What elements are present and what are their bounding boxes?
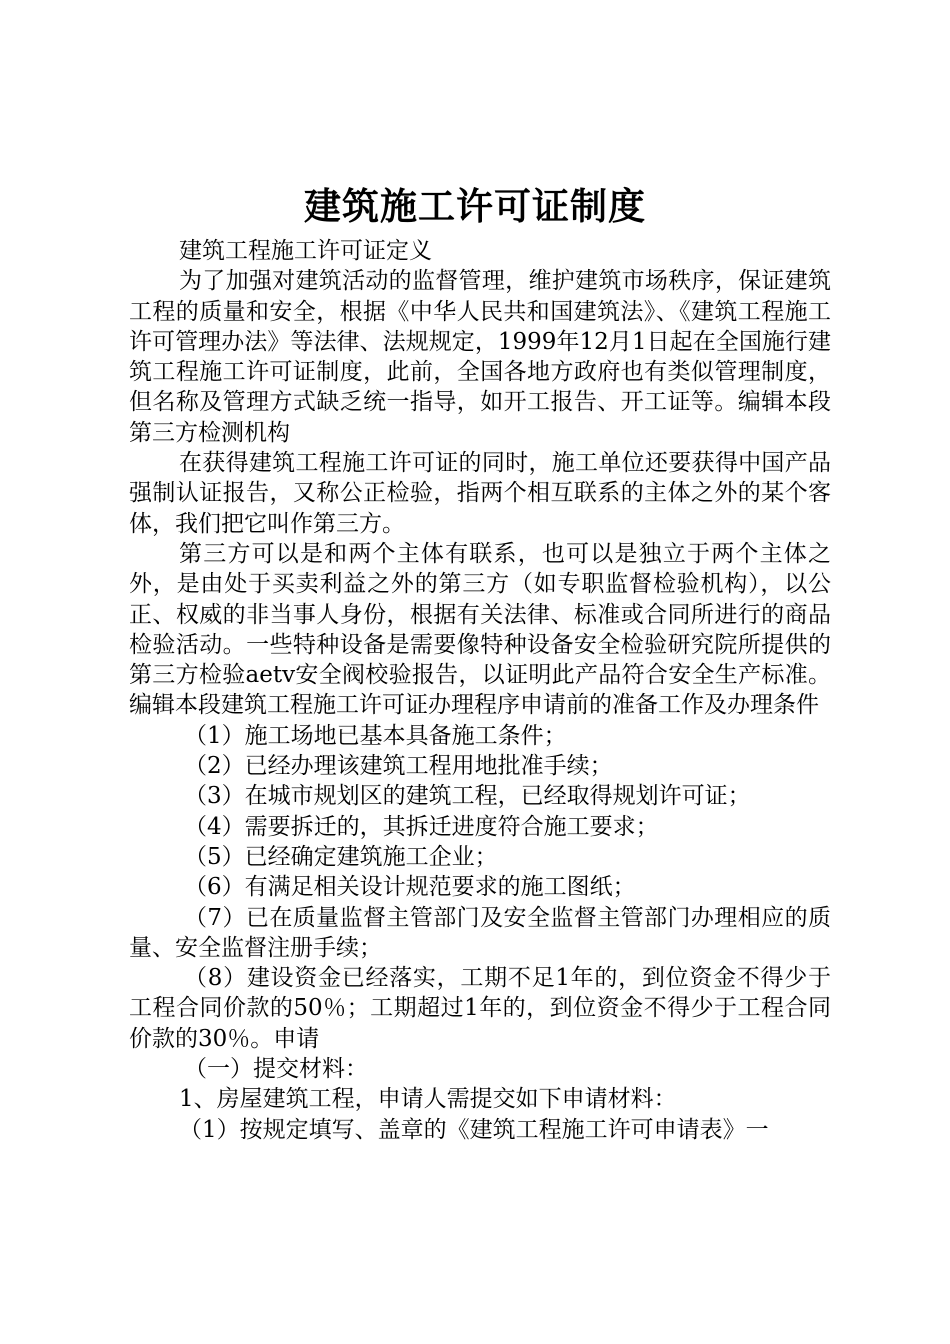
paragraph-intro: 为了加强对建筑活动的监督管理，维护建筑市场秩序，保证建筑工程的质量和安全，根据《中华人民共和国建筑法》、《建筑工程施工许可管理办法》等法律、法规规定，1999年12月1日起在全国施行建筑工程施工许可证制度，此前，全国各地方政府也有类似管理制度，但名称及管理方式缺乏统一指导，如开工报告、开工证等。编辑本段第三方检测机构 bbox=[129, 268, 831, 446]
list-item-condition-8: （8）建设资金已经落实，工期不足1年的，到位资金不得少于工程合同价款的50％；工期超过1年的，到位资金不得少于工程合同价款的30％。申请 bbox=[129, 965, 831, 1052]
list-item-condition-3: （3）在城市规划区的建筑工程，已经取得规划许可证； bbox=[184, 783, 751, 810]
list-item-condition-6: （6）有满足相关设计规范要求的施工图纸； bbox=[184, 874, 636, 901]
document-body bbox=[129, 236, 831, 1145]
paragraph-certification: 在获得建筑工程施工许可证的同时，施工单位还要获得中国产品强制认证报告，又称公正检验，指两个相互联系的主体之外的某个客体，我们把它叫作第三方。 bbox=[129, 450, 831, 537]
paragraph-housing-materials: 1、房屋建筑工程，申请人需提交如下申请材料： bbox=[179, 1086, 677, 1113]
list-item-material-1: （1）按规定填写、盖章的《建筑工程施工许可申请表》一 bbox=[179, 1116, 769, 1143]
list-item-condition-2: （2）已经办理该建筑工程用地批准手续； bbox=[184, 753, 613, 780]
list-item-condition-4: （4）需要拆迁的，其拆迁进度符合施工要求； bbox=[184, 813, 659, 840]
paragraph-definition-heading: 建筑工程施工许可证定义 bbox=[179, 238, 432, 264]
section-heading-materials: （一）提交材料： bbox=[184, 1056, 368, 1083]
paragraph-third-party: 第三方可以是和两个主体有联系，也可以是独立于两个主体之外，是由处于买卖利益之外的第三方（如专职监督检验机构），以公正、权威的非当事人身份，根据有关法律、标准或合同所进行的商品检验活动。一些特种设备是需要像特种设备安全检验研究院所提供的第三方检验aetv安全阀校验报告，以证明此产品符合安全生产标准。编辑本段建筑工程施工许可证办理程序申请前的准备工作及办理条件 bbox=[129, 540, 831, 719]
list-item-condition-5: （5）已经确定建筑施工企业； bbox=[184, 843, 498, 870]
document-title: 建筑施工许可证制度 bbox=[304, 184, 646, 228]
list-item-condition-7: （7）已在质量监督主管部门及安全监督主管部门办理相应的质量、安全监督注册手续； bbox=[129, 904, 831, 961]
list-item-condition-1: （1）施工场地已基本具备施工条件； bbox=[184, 722, 567, 749]
